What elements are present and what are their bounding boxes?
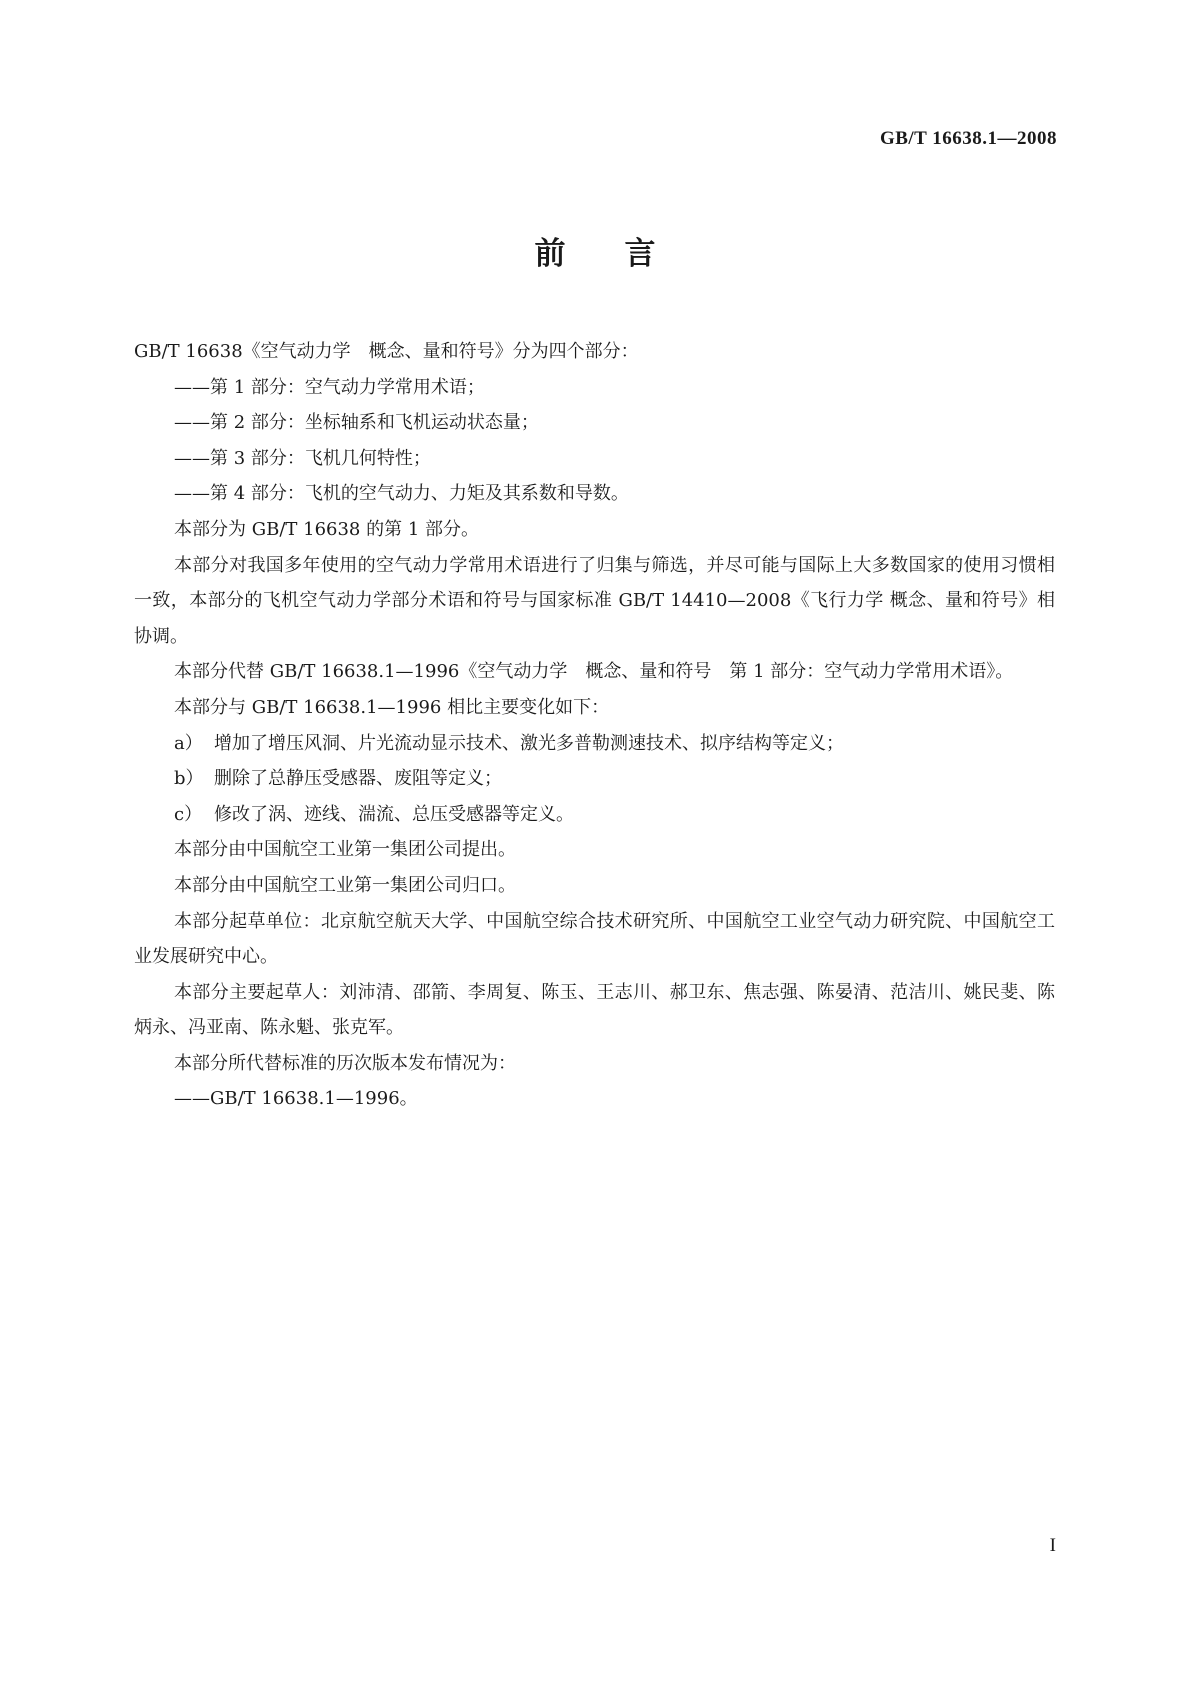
- paragraph-scope: 本部分对我国多年使用的空气动力学常用术语进行了归集与筛选，并尽可能与国际上大多数国家的使用习惯相一致，本部分的飞机空气动力学部分术语和符号与国家标准 GB/T 14410—2008《飞行力学 概念、量和符号》相协调。: [134, 554, 1055, 647]
- part-item-1: ——第 1 部分：空气动力学常用术语；: [174, 376, 485, 398]
- paragraph-drafting-units: 本部分起草单位：北京航空航天大学、中国航空综合技术研究所、中国航空工业空气动力研究院、中国航空工业发展研究中心。: [134, 910, 1055, 968]
- change-item-text: 增加了增压风洞、片光流动显示技术、激光多普勒测速技术、拟序结构等定义；: [214, 732, 844, 754]
- title-part-1: 前: [534, 236, 567, 272]
- change-item-mark: a）: [174, 732, 203, 754]
- paragraph-centralized: 本部分由中国航空工业第一集团公司归口。: [174, 874, 516, 896]
- paragraph-history-intro: 本部分所代替标准的历次版本发布情况为：: [174, 1052, 516, 1074]
- page-number: I: [1049, 1535, 1056, 1556]
- change-item-c: [134, 797, 1055, 833]
- standard-code: GB/T 16638.1—2008: [879, 128, 1057, 149]
- title-part-2: 言: [624, 236, 657, 272]
- paragraph-part-statement: 本部分为 GB/T 16638 的第 1 部分。: [174, 518, 479, 540]
- page-title: [0, 228, 1191, 273]
- change-item-mark: b）: [174, 768, 204, 790]
- change-item-mark: c）: [174, 803, 203, 825]
- change-item-a: [134, 726, 1055, 762]
- part-item-4: ——第 4 部分：飞机的空气动力、力矩及其系数和导数。: [174, 483, 629, 505]
- change-item-text: 删除了总静压受感器、废阻等定义；: [214, 768, 502, 790]
- paragraph-replaces: 本部分代替 GB/T 16638.1—1996《空气动力学 概念、量和符号 第 1 部分：空气动力学常用术语》。: [174, 661, 1014, 683]
- change-item-b: [134, 761, 1055, 797]
- part-item-3: ——第 3 部分：飞机几何特性；: [174, 447, 431, 469]
- document-body: [134, 334, 1055, 1117]
- paragraph-drafters: 本部分主要起草人：刘沛清、邵箭、李周复、陈玉、王志川、郝卫东、焦志强、陈晏清、范洁川、姚民斐、陈炳永、冯亚南、陈永魁、张克军。: [134, 981, 1055, 1039]
- change-item-text: 修改了涡、迹线、湍流、总压受感器等定义。: [214, 803, 574, 825]
- part-item-2: ——第 2 部分：坐标轴系和飞机运动状态量；: [174, 412, 539, 434]
- paragraph-changes-intro: 本部分与 GB/T 16638.1—1996 相比主要变化如下：: [174, 696, 610, 718]
- paragraph-proposer: 本部分由中国航空工业第一集团公司提出。: [174, 839, 516, 861]
- paragraph-intro: GB/T 16638《空气动力学 概念、量和符号》分为四个部分：: [134, 341, 639, 362]
- history-item-1: ——GB/T 16638.1—1996。: [174, 1088, 418, 1110]
